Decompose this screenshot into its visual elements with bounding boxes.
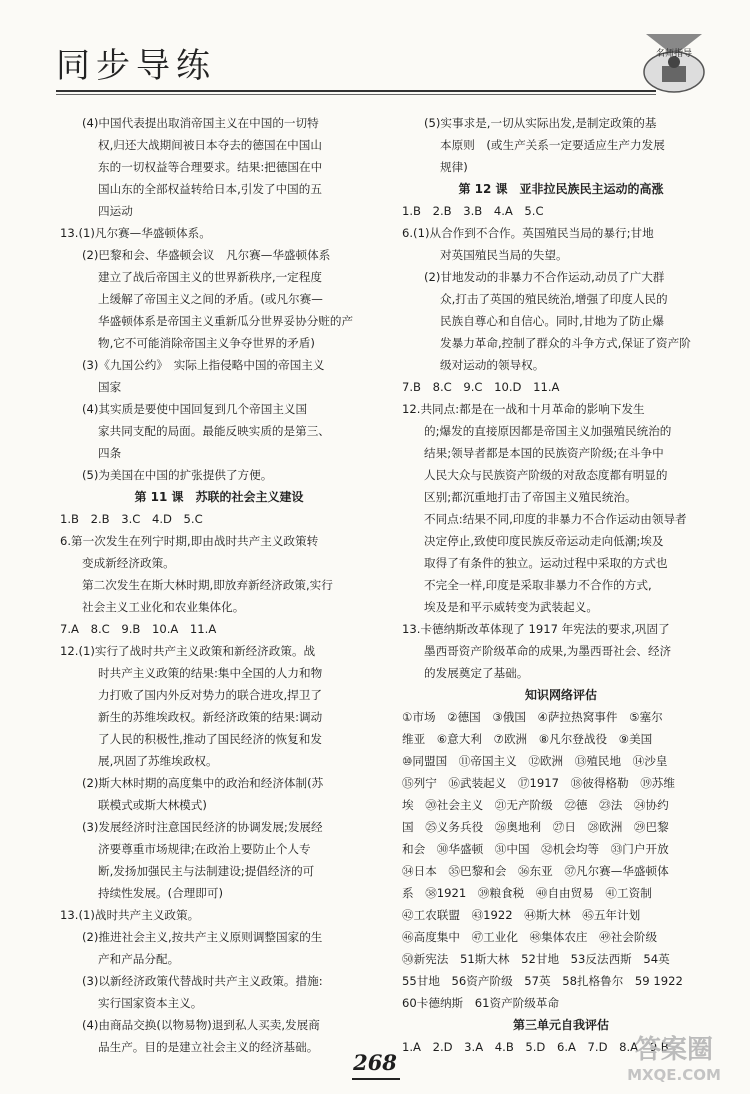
left-column-line: 联模式或斯大林模式) [98, 798, 207, 812]
left-column-line: 力打败了国内外反对势力的联合进攻,捍卫了 [98, 688, 322, 702]
left-column [60, 112, 378, 1058]
section-title: 知识网络评估 [524, 688, 597, 702]
right-column-line: 发暴力革命,控制了群众的斗争方式,保证了资产阶 [440, 336, 691, 350]
left-column-line: 12.(1)实行了战时共产主义政策和新经济政策。战 [60, 644, 316, 658]
header-rule-thin [56, 94, 656, 95]
left-column-line: 权,归还大战期间被日本夺去的德国在中国山 [98, 138, 322, 152]
left-column-line: 上缓解了帝国主义之间的矛盾。(或凡尔赛— [98, 292, 323, 306]
right-column-line: (5)实事求是,一切从实际出发,是制定政策的基 [424, 116, 657, 130]
right-column-line: 60卡德纳斯 61资产阶级革命 [402, 996, 560, 1010]
right-column-line: ㊷工农联盟 ㊸1922 ㊹斯大林 ㊺五年计划 [402, 908, 641, 922]
right-column-line: 对英国殖民当局的失望。 [440, 248, 568, 262]
left-column-line: 国山东的全部权益转给日本,引发了中国的五 [98, 182, 322, 196]
left-column-line: 13.(1)凡尔赛—华盛顿体系。 [60, 226, 211, 240]
left-column-line: (4)中国代表提出取消帝国主义在中国的一切特 [82, 116, 319, 130]
left-column-line: (3)发展经济时注意国民经济的协调发展;发展经 [82, 820, 323, 834]
left-column-line: 1.B 2.B 3.C 4.D 5.C [60, 512, 203, 526]
left-column-line: 物,它不可能消除帝国主义争夺世界的矛盾) [98, 336, 315, 350]
section-title: 第 11 课 苏联的社会主义建设 [134, 490, 304, 504]
left-column-line: (5)为美国在中国的扩张提供了方便。 [82, 468, 273, 482]
left-column-line: (3)以新经济政策代替战时共产主义政策。措施: [82, 974, 323, 988]
right-column-line: 和会 ㉚华盛顿 ㉛中国 ㉜机会均等 ㉝门户开放 [402, 842, 669, 856]
right-column-line: 墨西哥资产阶级革命的成果,为墨西哥社会、经济 [424, 644, 672, 658]
section-title: 第三单元自我评估 [512, 1018, 609, 1032]
right-column-line: ⑩同盟国 ⑪帝国主义 ⑫欧洲 ⑬殖民地 ⑭沙皇 [402, 754, 668, 768]
left-column-line: 济要尊重市场规律;在政治上要防止个人专 [98, 842, 311, 856]
left-column-line: 展,巩固了苏维埃政权。 [98, 754, 218, 768]
left-column-line: 四运动 [98, 204, 133, 218]
left-column-line: 品生产。目的是建立社会主义的经济基础。 [98, 1040, 319, 1054]
left-column-line: 四条 [98, 446, 122, 460]
left-column-line: (2)推进社会主义,按共产主义原则调整国家的生 [82, 930, 323, 944]
left-column-line: 第二次发生在斯大林时期,即放弃新经济政策,实行 [82, 578, 333, 592]
left-column-line: (3)《九国公约》 实际上指侵略中国的帝国主义 [82, 358, 325, 372]
left-column-line: (2)巴黎和会、华盛顿会议 凡尔赛—华盛顿体系 [82, 248, 331, 262]
left-column-line: 华盛顿体系是帝国主义重新瓜分世界妥协分赃的产 [98, 314, 354, 328]
right-column-line: 区别;都沉重地打击了帝国主义殖民统治。 [424, 490, 637, 504]
right-column-line: 规律) [440, 160, 468, 174]
left-column-line: 社会主义工业化和农业集体化。 [82, 600, 245, 614]
right-column-line: 7.B 8.C 9.C 10.D 11.A [402, 380, 560, 394]
right-column-line: 民族自尊心和自信心。同时,甘地为了防止爆 [440, 314, 664, 328]
right-column-line: 埃 ⑳社会主义 ㉑无产阶级 ㉒德 ㉓法 ㉔协约 [402, 798, 669, 812]
right-column-line: 13.卡德纳斯改革体现了 1917 年宪法的要求,巩固了 [402, 622, 670, 636]
left-column-line: 13.(1)战时共产主义政策。 [60, 908, 200, 922]
right-column-line: 的;爆发的直接原因都是帝国主义加强殖民统治的 [424, 424, 672, 438]
right-column-line: ⑮列宁 ⑯武装起义 ⑰1917 ⑱彼得格勒 ⑲苏维 [402, 776, 675, 790]
left-column-line: 断,发扬加强民主与法制建设;提倡经济的可 [98, 864, 315, 878]
right-column-line: 决定停止,致使印度民族反帝运动走向低潮;埃及 [424, 534, 664, 548]
teacher-badge-icon [632, 26, 716, 100]
right-column-line: 维亚 ⑥意大利 ⑦欧洲 ⑧凡尔登战役 ⑨美国 [402, 732, 653, 746]
right-column-line: 不完全一样,印度是采取非暴力不合作的方式, [424, 578, 652, 592]
svg-text:MXQE.COM: MXQE.COM [627, 1066, 721, 1084]
left-column-line: 建立了战后帝国主义的世界新秩序,一定程度 [98, 270, 322, 284]
right-column-line: ㊻高度集中 ㊼工业化 ㊽集体农庄 ㊾社会阶级 [402, 930, 658, 944]
right-column [402, 112, 720, 1058]
right-column-line: 6.(1)从合作到不合作。英国殖民当局的暴行;甘地 [402, 226, 654, 240]
right-column-line: 不同点:结果不同,印度的非暴力不合作运动由领导者 [424, 512, 687, 526]
left-column-line: 时共产主义政策的结果:集中全国的人力和物 [98, 666, 323, 680]
left-column-line: 持续性发展。(合理即可) [98, 886, 223, 900]
svg-text:答案圈: 答案圈 [634, 1035, 714, 1065]
svg-text:名师指导: 名师指导 [655, 49, 693, 59]
right-column-line: 取得了有条件的独立。运动过程中采取的方式也 [424, 556, 668, 570]
left-column-line: 产和产品分配。 [98, 952, 180, 966]
right-column-line: 国 ㉕义务兵役 ㉖奥地利 ㉗日 ㉘欧洲 ㉙巴黎 [402, 820, 669, 834]
page-number-underline [352, 1078, 400, 1080]
left-column-line: 新生的苏维埃政权。新经济政策的结果:调动 [98, 710, 323, 724]
right-column-line: ①市场 ②德国 ③俄国 ④萨拉热窝事件 ⑤塞尔 [402, 710, 663, 724]
right-column-line: 1.B 2.B 3.B 4.A 5.C [402, 204, 544, 218]
right-column-line: 结果;领导者都是本国的民族资产阶级;在斗争中 [424, 446, 664, 460]
right-column-line: (2)甘地发动的非暴力不合作运动,动员了广大群 [424, 270, 665, 284]
left-column-line: 7.A 8.C 9.B 10.A 11.A [60, 622, 217, 636]
right-column-line: 55甘地 56资产阶级 57英 58扎格鲁尔 59 1922 [402, 974, 683, 988]
left-column-line: (4)其实质是要使中国回复到几个帝国主义国 [82, 402, 308, 416]
right-column-line: ㉞日本 ㉟巴黎和会 ㊱东亚 ㊲凡尔赛—华盛顿体 [402, 864, 669, 878]
left-column-line: 6.第一次发生在列宁时期,即由战时共产主义政策转 [60, 534, 319, 548]
left-column-line: 实行国家资本主义。 [98, 996, 203, 1010]
left-column-line: 了人民的积极性,推动了国民经济的恢复和发 [98, 732, 322, 746]
right-column-line: 众,打击了英国的殖民统治,增强了印度人民的 [440, 292, 668, 306]
left-column-line: (4)由商品交换(以物易物)退到私人买卖,发展商 [82, 1018, 320, 1032]
page-number: 268 [353, 1050, 397, 1075]
header-rule [56, 90, 656, 92]
right-column-line: 12.共同点:都是在一战和十月革命的影响下发生 [402, 402, 645, 416]
right-column-line: 埃及是和平示威转变为武装起义。 [424, 600, 598, 614]
header-title: 同步导练 [56, 46, 216, 86]
right-column-line: 1.A 2.D 3.A 4.B 5.D 6.A 7.D 8.A 9.B [402, 1040, 669, 1054]
left-column-line: 变成新经济政策。 [82, 556, 175, 570]
right-column-line: 本原则 (或生产关系一定要适应生产力发展 [440, 138, 665, 152]
left-column-line: 家共同支配的局面。最能反映实质的是第三、 [98, 424, 330, 438]
left-column-line: 东的一切权益等合理要求。结果:把德国在中 [98, 160, 323, 174]
watermark-logo-icon [608, 1028, 740, 1088]
right-column-line: 级对运动的领导权。 [440, 358, 545, 372]
section-title: 第 12 课 亚非拉民族民主运动的高涨 [458, 182, 664, 196]
left-column-line: 国家 [98, 380, 122, 394]
page-header [0, 0, 750, 96]
right-column-line: 的发展奠定了基础。 [424, 666, 529, 680]
right-column-line: ㊿新宪法 51斯大林 52甘地 53反法西斯 54英 [402, 952, 670, 966]
left-column-line: (2)斯大林时期的高度集中的政治和经济体制(苏 [82, 776, 324, 790]
right-column-line: 人民大众与民族资产阶级的对敌态度都有明显的 [424, 468, 668, 482]
right-column-line: 系 ㊳1921 ㊴粮食税 ㊵自由贸易 ㊶工资制 [402, 886, 652, 900]
